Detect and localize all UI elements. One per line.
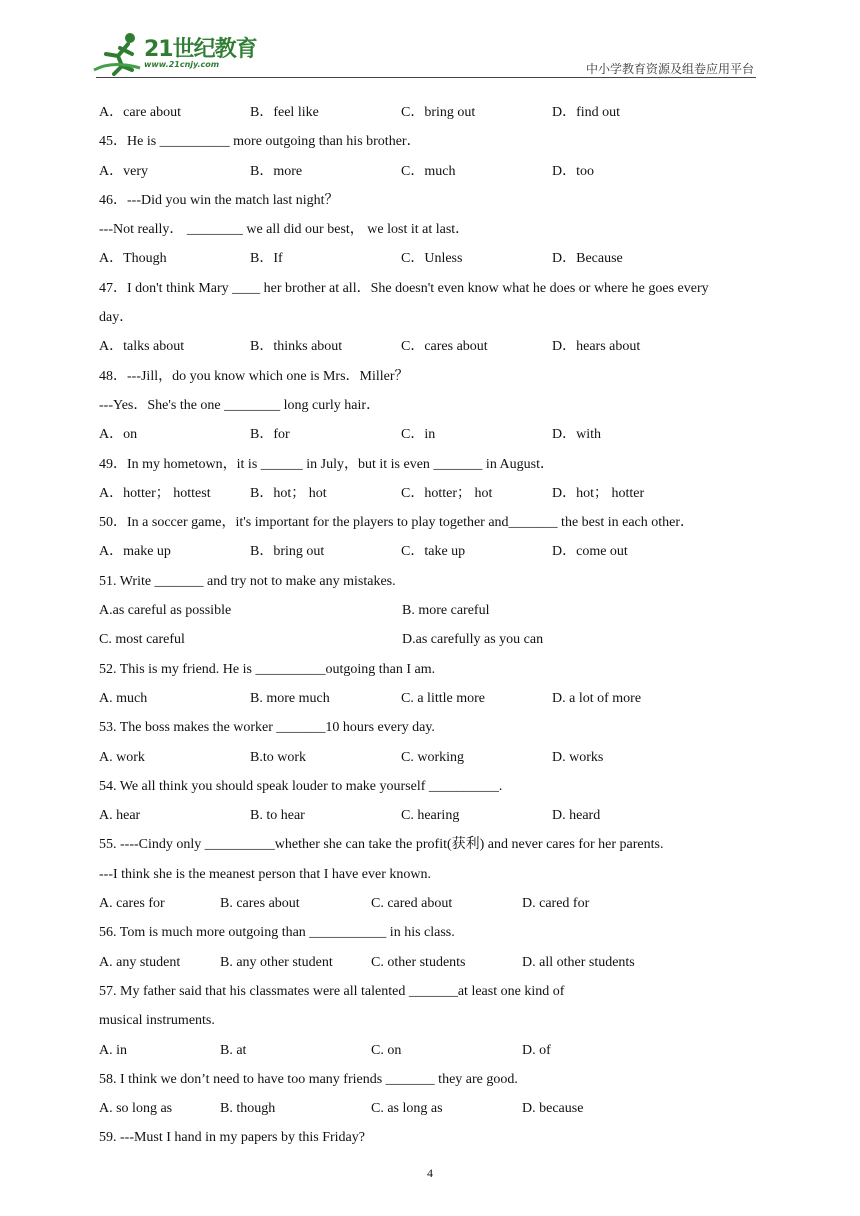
- question-52: 52. This is my friend. He is __________outgoing than I am.: [99, 661, 436, 677]
- option-c: C．cares about: [401, 339, 488, 355]
- option-c: C．much: [401, 163, 456, 179]
- question-57-continued: musical instruments.: [99, 1013, 215, 1029]
- option-d: D．with: [552, 427, 601, 443]
- option-c: C．Unless: [401, 251, 463, 267]
- question-57: 57. My father said that his classmates were all talented _______at least one kind of: [99, 983, 565, 999]
- option-a: A. work: [99, 749, 145, 765]
- option-d: D. works: [552, 749, 604, 765]
- option-c: C. working: [401, 749, 464, 765]
- options-q58: [99, 1094, 779, 1123]
- question-50: 50．In a soccer game，it's important for the players to play together and_______ the best in each other．: [99, 515, 695, 531]
- question-54: 54. We all think you should speak louder to make yourself __________.: [99, 778, 503, 794]
- option-d: D. cared for: [522, 896, 590, 912]
- option-b: B. at: [220, 1042, 247, 1058]
- option-b: B．more: [250, 163, 303, 179]
- option-b: B. more careful: [402, 603, 490, 619]
- question-59: 59. ---Must I hand in my papers by this Friday?: [99, 1130, 365, 1146]
- option-c: C．hotter； hot: [401, 485, 493, 501]
- page-header: [0, 0, 860, 80]
- option-a: A．Though: [99, 251, 167, 267]
- document-body: [99, 98, 779, 1153]
- options-q49: [99, 479, 779, 508]
- question-45: 45．He is __________ more outgoing than his brother．: [99, 134, 421, 150]
- options-q57: [99, 1036, 779, 1065]
- option-b: B. any other student: [220, 954, 333, 970]
- logo-url: www.21cnjy.com: [144, 60, 220, 69]
- option-a: A．very: [99, 163, 148, 179]
- question-55: 55. ----Cindy only __________whether she can take the profit(获利) and never cares for her parents.: [99, 837, 664, 853]
- option-c: C. as long as: [371, 1101, 443, 1117]
- options-q44: [99, 98, 779, 127]
- option-b: B．If: [250, 251, 283, 267]
- option-d: D．hot； hotter: [552, 485, 645, 501]
- options-q55: [99, 889, 779, 918]
- options-q53: [99, 743, 779, 772]
- options-q45: [99, 157, 779, 186]
- question-58: 58. I think we don’t need to have too many friends _______ they are good.: [99, 1071, 518, 1087]
- option-c: C. most careful: [99, 632, 185, 648]
- option-b: B．feel like: [250, 105, 319, 120]
- option-b: B. cares about: [220, 896, 300, 912]
- options-q56: [99, 948, 779, 977]
- option-a: A. any student: [99, 954, 181, 970]
- options-q50: [99, 537, 779, 566]
- option-b: B．thinks about: [250, 339, 343, 355]
- option-d: D．come out: [552, 544, 628, 560]
- option-d: D. of: [522, 1042, 551, 1058]
- option-a: A. cares for: [99, 896, 165, 912]
- question-46-dialogue: ---Not really． ________ we all did our best， we lost it at last．: [99, 222, 470, 238]
- options-q46: [99, 244, 779, 273]
- option-a: A．care about: [99, 105, 182, 120]
- options-q52: [99, 684, 779, 713]
- option-a: A. much: [99, 690, 148, 706]
- option-b: B. though: [220, 1101, 276, 1117]
- options-q48: [99, 420, 779, 449]
- question-56: 56. Tom is much more outgoing than ___________ in his class.: [99, 925, 455, 941]
- options-q54: [99, 801, 779, 830]
- question-47-continued: day．: [99, 310, 134, 326]
- option-a: A．on: [99, 427, 138, 443]
- option-d: D. a lot of more: [552, 690, 642, 706]
- option-b: B. more much: [250, 690, 330, 706]
- question-55-dialogue: ---I think she is the meanest person that I have ever known.: [99, 866, 432, 882]
- logo-text: 21世纪教育: [144, 37, 257, 62]
- option-d: D. because: [522, 1101, 584, 1117]
- option-d: D. all other students: [522, 954, 635, 970]
- question-48: 48．---Jill，do you know which one is Mrs．Miller？: [99, 368, 409, 384]
- option-c: C．bring out: [401, 105, 476, 120]
- option-d: D．find out: [552, 105, 621, 120]
- question-46: 46．---Did you win the match last night？: [99, 192, 339, 208]
- option-d: D. heard: [552, 808, 601, 824]
- option-a: A. in: [99, 1042, 127, 1058]
- option-b: B．bring out: [250, 544, 325, 560]
- runner-logo-icon: [92, 30, 144, 76]
- option-c: C. cared about: [371, 896, 453, 912]
- header-platform-title: 中小学教育资源及组卷应用平台: [585, 62, 754, 76]
- option-c: C. hearing: [401, 808, 460, 824]
- question-49: 49．In my hometown，it is ______ in July，but it is even _______ in August．: [99, 456, 554, 472]
- page-number: 4: [427, 1166, 433, 1180]
- option-b: B．hot； hot: [250, 485, 327, 501]
- question-48-dialogue: ---Yes．She's the one ________ long curly hair．: [99, 397, 381, 413]
- option-a: A.as careful as possible: [99, 603, 232, 619]
- options-q47: [99, 332, 779, 361]
- option-d: D．too: [552, 163, 594, 179]
- option-a: A. hear: [99, 808, 141, 824]
- option-c: C．take up: [401, 544, 466, 560]
- question-51: 51. Write _______ and try not to make any mistakes.: [99, 573, 396, 589]
- option-d: D．Because: [552, 251, 623, 267]
- option-c: C. other students: [371, 954, 466, 970]
- option-d: D．hears about: [552, 339, 641, 355]
- option-a: A．talks about: [99, 339, 185, 355]
- option-a: A．make up: [99, 544, 171, 560]
- option-d: D.as carefully as you can: [402, 632, 544, 648]
- question-53: 53. The boss makes the worker _______10 hours every day.: [99, 720, 435, 736]
- options-q51-row1: [99, 596, 779, 625]
- option-b: B. to hear: [250, 808, 305, 824]
- option-c: C. a little more: [401, 690, 485, 706]
- question-47: 47．I don't think Mary ____ her brother at all．She doesn't even know what he does or where he goes every: [99, 280, 709, 296]
- option-c: C. on: [371, 1042, 402, 1058]
- site-logo: [92, 30, 262, 78]
- option-b: B.to work: [250, 749, 306, 765]
- header-divider: [96, 77, 756, 78]
- options-q51-row2: [99, 625, 779, 654]
- option-a: A．hotter； hottest: [99, 485, 211, 501]
- option-a: A. so long as: [99, 1101, 173, 1117]
- option-c: C．in: [401, 427, 436, 443]
- option-b: B．for: [250, 427, 290, 443]
